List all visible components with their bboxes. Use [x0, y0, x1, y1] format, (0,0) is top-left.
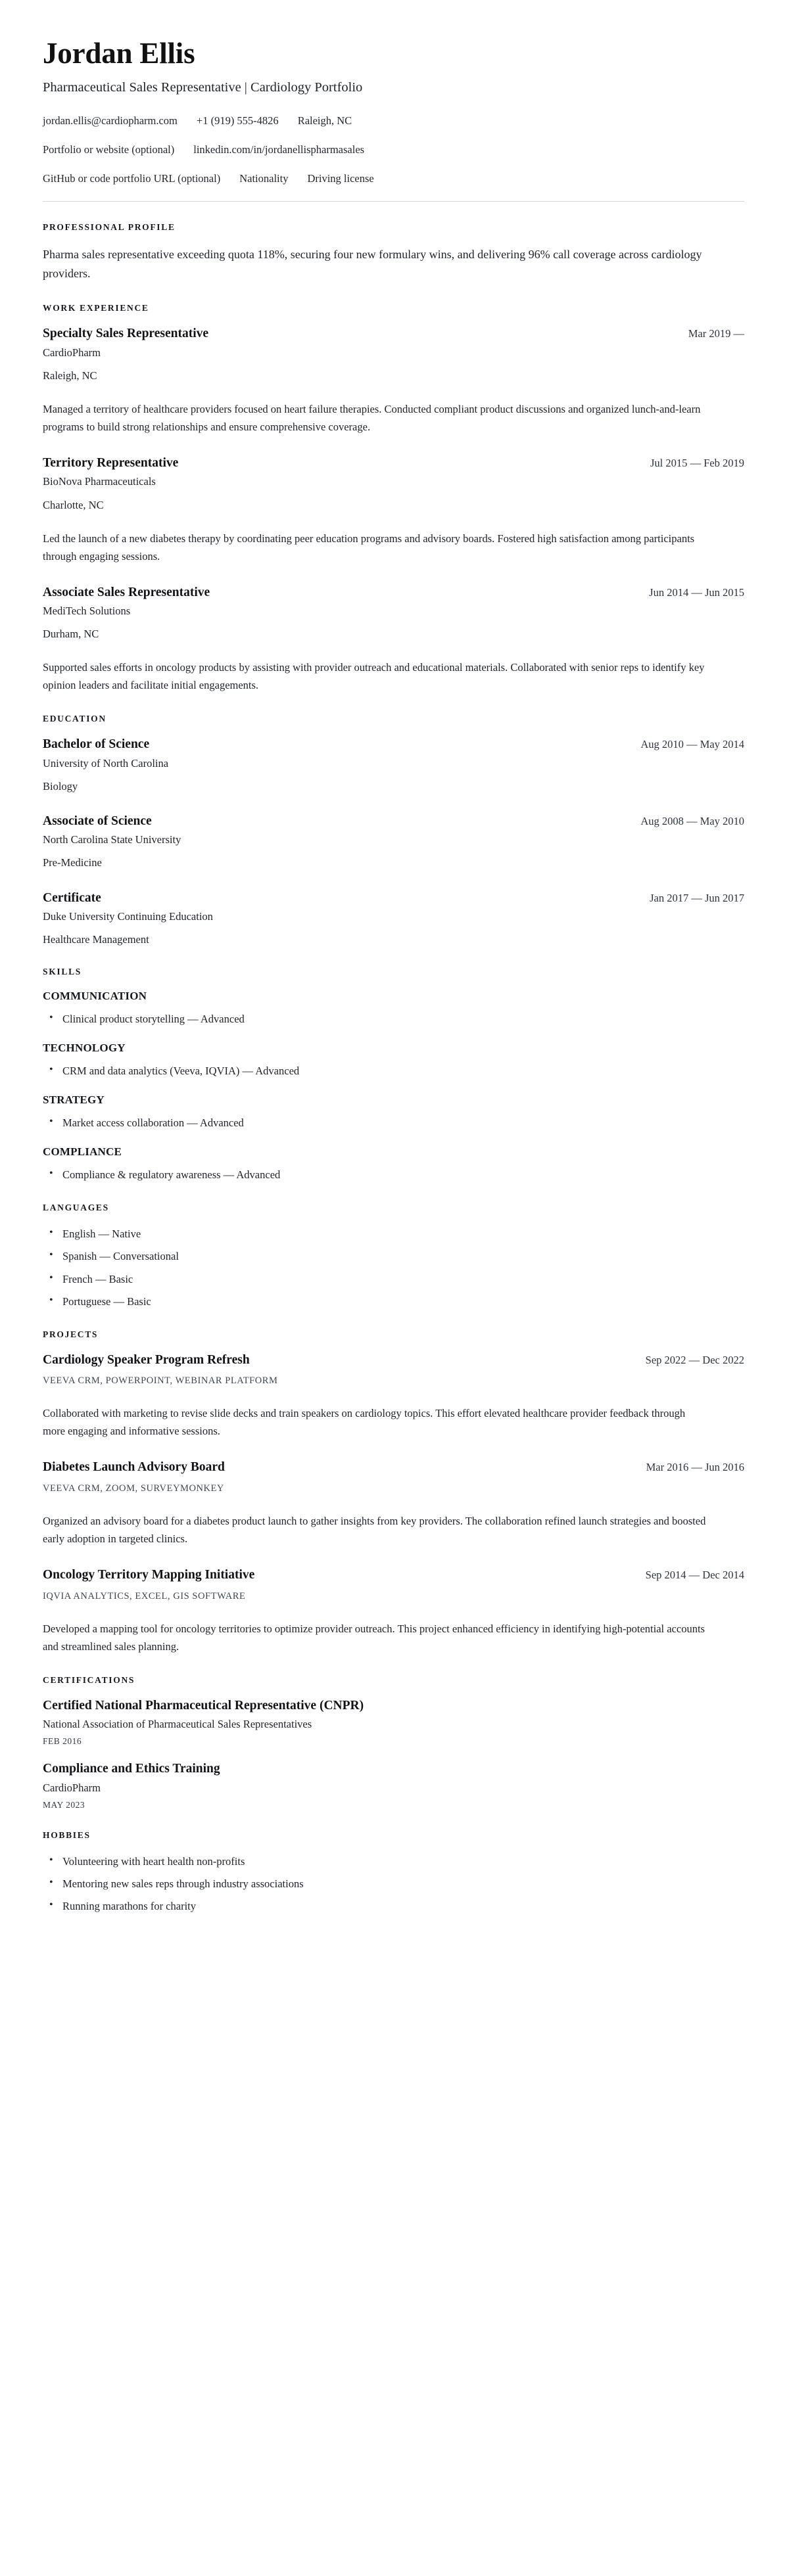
certification-issuer: CardioPharm: [43, 1781, 101, 1794]
work-description: Supported sales efforts in oncology products by assisting with provider outreach and educational materials. Collaborated with senior reps to identify key opinion leaders and facilitate initial engagements.: [43, 661, 705, 692]
section-heading-languages: LANGUAGES: [43, 1203, 109, 1213]
work-entry-head: [43, 585, 744, 601]
section-heading-skills: SKILLS: [43, 967, 82, 977]
skill-item: • Compliance & regulatory awareness — Advanced: [43, 1166, 744, 1183]
education-date-range: Jan 2017 — Jun 2017: [650, 891, 744, 904]
project-description: Organized an advisory board for a diabetes product launch to gather insights from key providers. The collaboration refined launch strategies and boosted early adoption in targeted clinics.: [43, 1515, 706, 1546]
work-company: CardioPharm: [43, 346, 101, 359]
certification-title: Certified National Pharmaceutical Representative (CNPR): [43, 1698, 364, 1713]
work-entry: [43, 326, 744, 436]
education-entry: [43, 737, 744, 794]
work-location: Charlotte, NC: [43, 498, 104, 511]
education-degree: Associate of Science: [43, 814, 152, 828]
work-entry-head: [43, 455, 744, 471]
candidate-name: Jordan Ellis: [43, 37, 195, 70]
resume-header: [43, 38, 744, 187]
profile-summary-text: Pharma sales representative exceeding quota 118%, securing four new formulary wins, and delivering 96% call coverage across cardiology providers.: [43, 248, 702, 281]
project-entry: [43, 1352, 744, 1440]
work-description: Led the launch of a new diabetes therapy by coordinating peer education programs and advisory boards. Fostered high satisfaction among participants through engaging sessions.: [43, 532, 695, 563]
section-certifications: [43, 1675, 744, 1810]
language-item: • English — Native: [43, 1226, 744, 1242]
work-date-range: Jun 2014 — Jun 2015: [649, 586, 744, 599]
contact-line-primary: [43, 113, 744, 129]
skill-category-label: COMMUNICATION: [43, 990, 147, 1003]
skill-list: [43, 1063, 744, 1079]
skill-item: • CRM and data analytics (Veeva, IQVIA) — Advanced: [43, 1063, 744, 1079]
contact-github-placeholder[interactable]: GitHub or code portfolio URL (optional): [43, 172, 221, 185]
skill-group: [43, 1042, 744, 1079]
hobby-item: • Running marathons for charity: [43, 1898, 744, 1914]
project-entry: [43, 1460, 744, 1548]
hobby-item: • Volunteering with heart health non-profits: [43, 1853, 744, 1870]
skill-category-label: STRATEGY: [43, 1093, 105, 1107]
language-item: • Portuguese — Basic: [43, 1293, 744, 1310]
education-school: Duke University Continuing Education: [43, 909, 213, 923]
section-education: [43, 714, 744, 947]
header-divider: [43, 201, 744, 202]
work-location: Durham, NC: [43, 628, 99, 641]
education-field: Healthcare Management: [43, 932, 149, 946]
skill-group: [43, 1145, 744, 1183]
section-skills: [43, 967, 744, 1183]
section-professional-profile: [43, 222, 744, 283]
project-tech-stack: VEEVA CRM, POWERPOINT, WEBINAR PLATFORM: [43, 1375, 278, 1387]
resume-content: [43, 38, 744, 1914]
education-entry-head: [43, 737, 744, 752]
education-school: North Carolina State University: [43, 833, 181, 846]
education-entry: [43, 814, 744, 871]
skill-item: • Market access collaboration — Advanced: [43, 1115, 744, 1131]
certification-entry: [43, 1761, 744, 1810]
project-entry-head: [43, 1352, 744, 1368]
section-languages: [43, 1203, 744, 1309]
section-heading-education: EDUCATION: [43, 714, 107, 724]
skill-group: [43, 990, 744, 1027]
section-projects: [43, 1329, 744, 1655]
skill-group: [43, 1093, 744, 1131]
work-entry: [43, 455, 744, 565]
contact-line-web: [43, 142, 744, 158]
certification-date: MAY 2023: [43, 1799, 85, 1810]
work-date-range: Jul 2015 — Feb 2019: [650, 457, 744, 470]
contact-line-extra: [43, 171, 744, 187]
section-heading-work-experience: WORK EXPERIENCE: [43, 303, 149, 313]
work-description: Managed a territory of healthcare providers focused on heart failure therapies. Conducted compliant product discussions and organized lunch-and-learn programs to build strong relationships and ensure comprehensive coverage.: [43, 402, 701, 434]
certification-date: FEB 2016: [43, 1736, 82, 1747]
education-degree: Bachelor of Science: [43, 737, 150, 752]
language-item: • Spanish — Conversational: [43, 1248, 744, 1264]
work-location: Raleigh, NC: [43, 369, 97, 382]
skill-list: [43, 1166, 744, 1183]
education-entry: [43, 890, 744, 948]
work-company: MediTech Solutions: [43, 605, 131, 618]
hobby-list: [43, 1853, 744, 1914]
language-list: [43, 1226, 744, 1309]
work-job-title: Specialty Sales Representative: [43, 327, 209, 341]
section-heading-certifications: CERTIFICATIONS: [43, 1674, 135, 1685]
section-heading-hobbies: HOBBIES: [43, 1829, 91, 1840]
project-description: Developed a mapping tool for oncology territories to optimize provider outreach. This project enhanced efficiency in identifying high-potential accounts and streamlined sales planning.: [43, 1622, 705, 1653]
project-date-range: Sep 2014 — Dec 2014: [645, 1569, 744, 1582]
contact-location: Raleigh, NC: [297, 114, 352, 127]
skill-list: [43, 1011, 744, 1027]
project-title: Cardiology Speaker Program Refresh: [43, 1352, 250, 1367]
project-title: Diabetes Launch Advisory Board: [43, 1460, 225, 1475]
project-tech-stack: VEEVA CRM, ZOOM, SURVEYMONKEY: [43, 1483, 224, 1494]
candidate-headline: Pharmaceutical Sales Representative | Cardiology Portfolio: [43, 80, 363, 95]
skill-category-label: TECHNOLOGY: [43, 1042, 126, 1055]
skill-list: [43, 1115, 744, 1131]
project-entry-head: [43, 1460, 744, 1475]
project-title: Oncology Territory Mapping Initiative: [43, 1568, 255, 1582]
section-heading-professional-profile: PROFESSIONAL PROFILE: [43, 222, 176, 233]
project-description: Collaborated with marketing to revise slide decks and train speakers on cardiology topics. This effort elevated healthcare provider feedback through more engaging and informative sessions.: [43, 1407, 686, 1438]
education-school: University of North Carolina: [43, 756, 169, 770]
project-date-range: Mar 2016 — Jun 2016: [646, 1461, 744, 1474]
contact-linkedin[interactable]: linkedin.com/in/jordanellispharmasales: [193, 143, 365, 156]
section-hobbies: [43, 1830, 744, 1914]
project-entry: [43, 1567, 744, 1655]
education-degree: Certificate: [43, 890, 101, 905]
work-date-range: Mar 2019 —: [688, 327, 744, 340]
skill-item: • Clinical product storytelling — Advanced: [43, 1011, 744, 1027]
education-entry-head: [43, 890, 744, 906]
education-field: Biology: [43, 779, 78, 793]
work-entry: [43, 585, 744, 695]
project-tech-stack: IQVIA ANALYTICS, EXCEL, GIS SOFTWARE: [43, 1590, 246, 1601]
education-field: Pre-Medicine: [43, 856, 102, 869]
education-entry-head: [43, 814, 744, 829]
section-work-experience: [43, 303, 744, 694]
contact-driving-license-placeholder[interactable]: Driving license: [307, 172, 374, 185]
project-entry-head: [43, 1567, 744, 1583]
work-entry-head: [43, 326, 744, 342]
project-date-range: Sep 2022 — Dec 2022: [645, 1353, 744, 1366]
contact-phone[interactable]: +1 (919) 555-4826: [196, 114, 279, 127]
certification-issuer: National Association of Pharmaceutical Sales Representatives: [43, 1718, 312, 1731]
contact-email[interactable]: jordan.ellis@cardiopharm.com: [43, 114, 178, 127]
work-company: BioNova Pharmaceuticals: [43, 475, 156, 488]
education-date-range: Aug 2008 — May 2010: [640, 814, 744, 827]
section-heading-projects: PROJECTS: [43, 1329, 99, 1339]
work-job-title: Associate Sales Representative: [43, 585, 210, 599]
certification-entry: [43, 1698, 744, 1747]
certification-title: Compliance and Ethics Training: [43, 1762, 220, 1776]
hobby-item: • Mentoring new sales reps through industry associations: [43, 1875, 744, 1892]
language-item: • French — Basic: [43, 1271, 744, 1287]
work-job-title: Territory Representative: [43, 456, 179, 471]
contact-nationality-placeholder[interactable]: Nationality: [239, 172, 289, 185]
contact-portfolio-placeholder[interactable]: Portfolio or website (optional): [43, 143, 175, 156]
education-date-range: Aug 2010 — May 2014: [640, 738, 744, 751]
skill-category-label: COMPLIANCE: [43, 1145, 122, 1159]
